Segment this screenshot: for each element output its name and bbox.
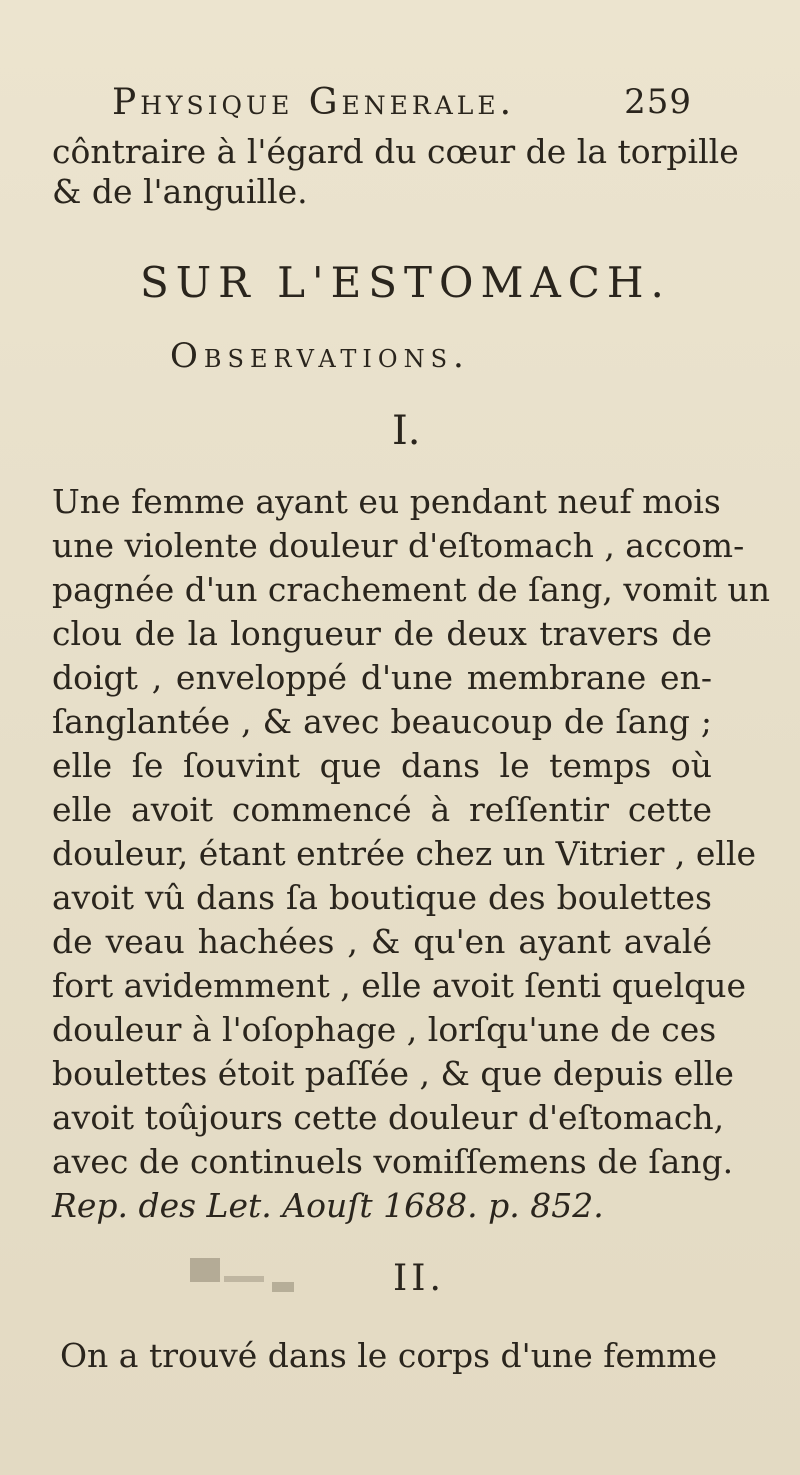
running-head (112, 82, 692, 126)
intro-line: côntraire à l'égard du cœur de la torpille (52, 132, 739, 171)
observation-numeral: I. (392, 408, 421, 454)
page-number: 259 (624, 82, 692, 122)
text-line: elle avoit commencé à reſſentir cette (52, 790, 712, 829)
bibliographic-reference: Rep. des Let. Aouſt 1688. p. 852. (52, 1186, 604, 1225)
text-line: douleur à l'oſophage , lorſqu'une de ces (52, 1010, 717, 1049)
ink-smudge-icon (188, 1254, 308, 1304)
section-title: SUR L'ESTOMACH. (140, 258, 671, 307)
text-line: boulettes étoit paſſée , & que depuis elle (52, 1054, 734, 1093)
text-line: pagnée d'un crachement de ſang, vomit un (52, 570, 770, 609)
text-line: douleur, étant entrée chez un Vitrier , elle (52, 834, 757, 873)
text-line: avec de continuels vomiſſemens de ſang. (52, 1142, 734, 1181)
text-line: elle ſe ſouvint que dans le temps où (52, 746, 712, 785)
text-line: ſanglantée , & avec beaucoup de ſang ; (52, 702, 712, 741)
subsection-title: Observations. (170, 336, 470, 376)
running-head-title: Physique Generale. (112, 82, 516, 123)
text-line: On a trouvé dans le corps d'une femme (60, 1336, 718, 1375)
intro-line: & de l'anguille. (52, 172, 308, 211)
observation-numeral: II. (393, 1258, 445, 1299)
text-line: doigt , enveloppé d'une membrane en- (52, 658, 712, 697)
text-line: une violente douleur d'eſtomach , accom- (52, 526, 745, 565)
text-line: avoit vû dans ſa boutique des boulettes (52, 878, 712, 917)
text-line: de veau hachées , & qu'en ayant avalé (52, 922, 712, 961)
text-line: Une femme ayant eu pendant neuf mois (52, 482, 721, 521)
text-line: clou de la longueur de deux travers de (52, 614, 712, 653)
text-line: avoit toûjours cette douleur d'eſtomach, (52, 1098, 725, 1137)
text-line: fort avidemment , elle avoit ſenti quelque (52, 966, 747, 1005)
